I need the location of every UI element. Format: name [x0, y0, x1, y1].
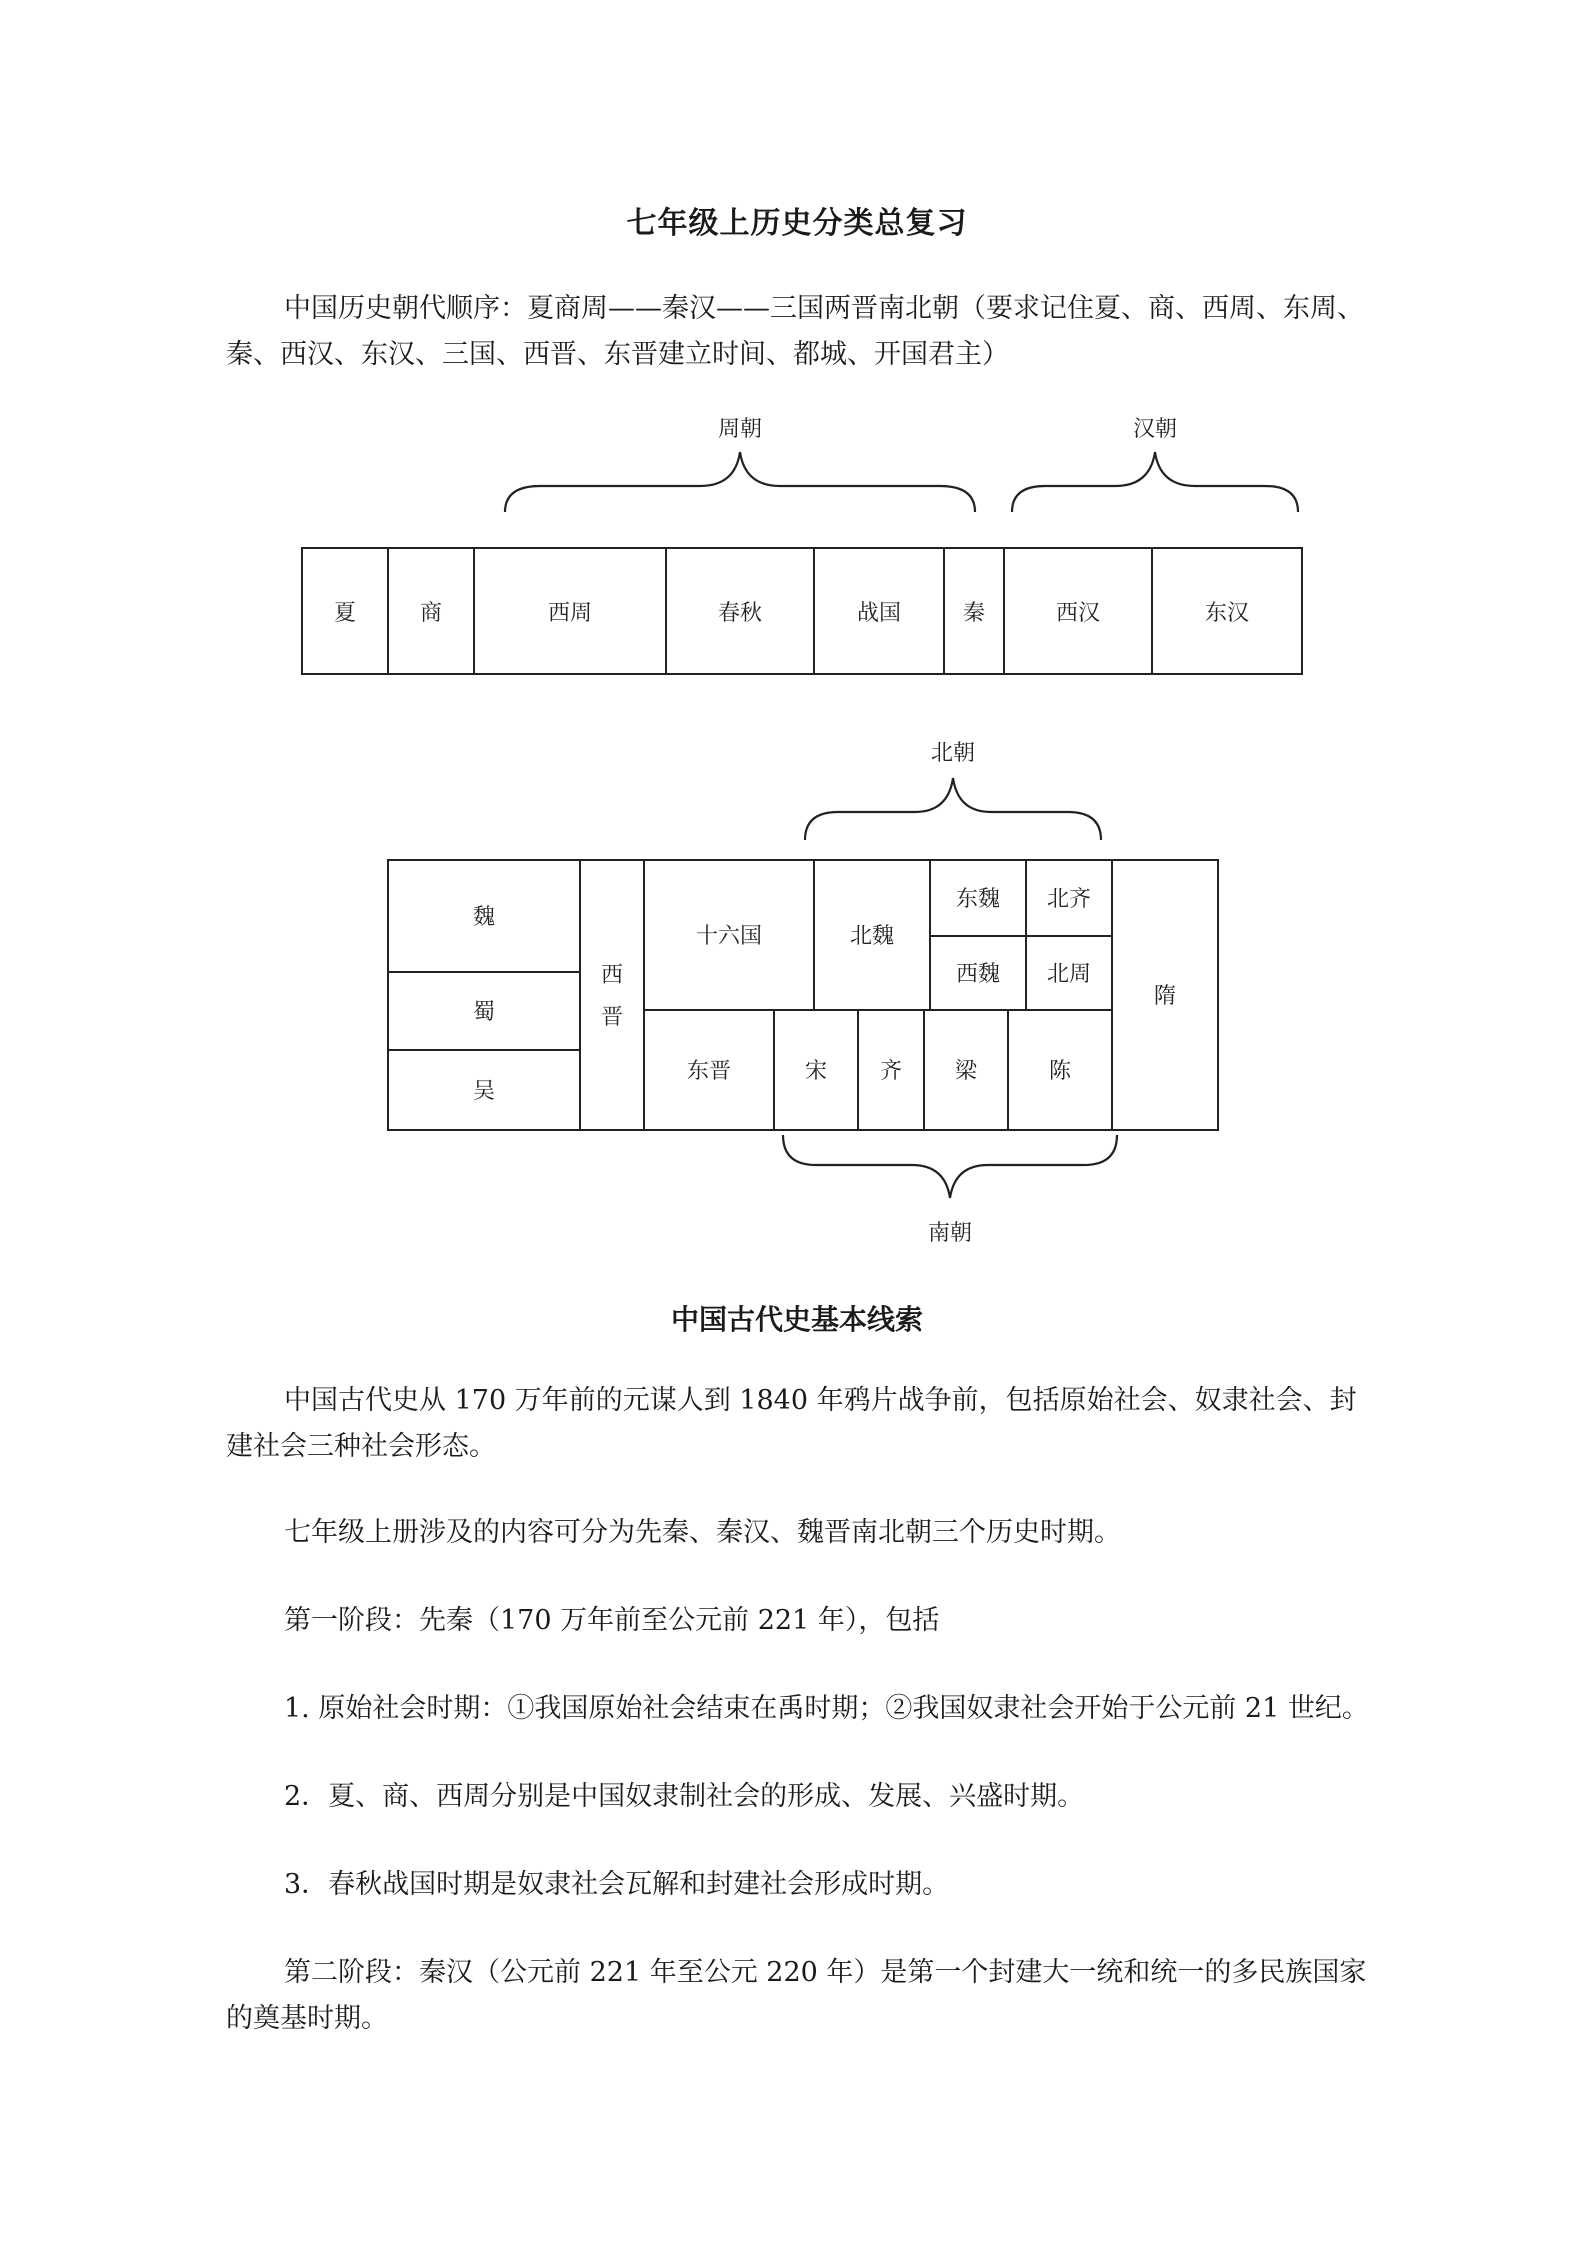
label-liang: 梁	[954, 1059, 978, 1084]
label-shang: 商	[419, 601, 443, 626]
label-beiqi: 北齐	[1046, 887, 1092, 912]
brace-zhou	[505, 452, 975, 512]
brace-north-label: 北朝	[930, 741, 976, 766]
label-xijin-1: 西	[600, 963, 624, 988]
label-qi: 齐	[879, 1059, 903, 1084]
label-donghan: 东汉	[1204, 601, 1250, 626]
list-item-3: 3．春秋战国时期是奴隶社会瓦解和封建社会形成时期。	[284, 1869, 950, 1900]
label-song: 宋	[804, 1059, 828, 1084]
dynasty-timeline-2	[388, 741, 1218, 1246]
label-qin: 秦	[962, 601, 986, 626]
label-chen: 陈	[1048, 1059, 1072, 1084]
label-xizhou: 西周	[547, 601, 593, 626]
brace-han	[1012, 452, 1298, 512]
intro-paragraph: 中国历史朝代顺序：夏商周——秦汉——三国两晋南北朝（要求记住夏、商、西周、东周、秦、西汉、东汉、三国、西晋、东晋建立时间、都城、开国君主）	[226, 293, 1364, 370]
brace-han-label: 汉朝	[1132, 417, 1178, 442]
list-item-1: 1. 原始社会时期：①我国原始社会结束在禹时期；②我国奴隶社会开始于公元前 21 世纪。	[284, 1693, 1369, 1724]
paragraph-1: 中国古代史从 170 万年前的元谋人到 1840 年鸦片战争前，包括原始社会、奴隶社会、封建社会三种社会形态。	[226, 1385, 1357, 1462]
label-beizhou: 北周	[1046, 962, 1092, 987]
label-zhanguo: 战国	[856, 601, 902, 626]
brace-south-label: 南朝	[927, 1221, 973, 1246]
label-xijin-2: 晋	[600, 1005, 624, 1030]
label-xiwei: 西魏	[955, 962, 1001, 987]
list-item-2: 2．夏、商、西周分别是中国奴隶制社会的形成、发展、兴盛时期。	[284, 1781, 1085, 1812]
label-chunqiu: 春秋	[717, 601, 763, 626]
label-shiliuguo: 十六国	[695, 924, 763, 949]
dynasty-timeline-1	[302, 417, 1302, 674]
paragraph-4: 第二阶段：秦汉（公元前 221 年至公元 220 年）是第一个封建大一统和统一的多民族国家的奠基时期。	[226, 1957, 1367, 2034]
label-xihan: 西汉	[1055, 601, 1101, 626]
label-xia: 夏	[333, 601, 357, 626]
label-dongjin: 东晋	[686, 1059, 732, 1084]
label-shu: 蜀	[472, 1000, 496, 1025]
label-dongwei: 东魏	[955, 887, 1001, 912]
paragraph-3: 第一阶段：先秦（170 万年前至公元前 221 年），包括	[284, 1605, 940, 1636]
cell-xijin	[580, 860, 644, 1130]
label-wu: 吴	[472, 1079, 496, 1104]
page-title: 七年级上历史分类总复习	[626, 206, 968, 241]
label-sui: 隋	[1153, 984, 1177, 1009]
paragraph-2: 七年级上册涉及的内容可分为先秦、秦汉、魏晋南北朝三个历史时期。	[284, 1517, 1121, 1548]
brace-south	[783, 1135, 1117, 1198]
brace-zhou-label: 周朝	[717, 417, 763, 442]
label-wei: 魏	[472, 905, 496, 930]
section-title: 中国古代史基本线索	[670, 1303, 923, 1336]
label-beiwei: 北魏	[849, 924, 895, 949]
brace-north	[805, 778, 1101, 840]
